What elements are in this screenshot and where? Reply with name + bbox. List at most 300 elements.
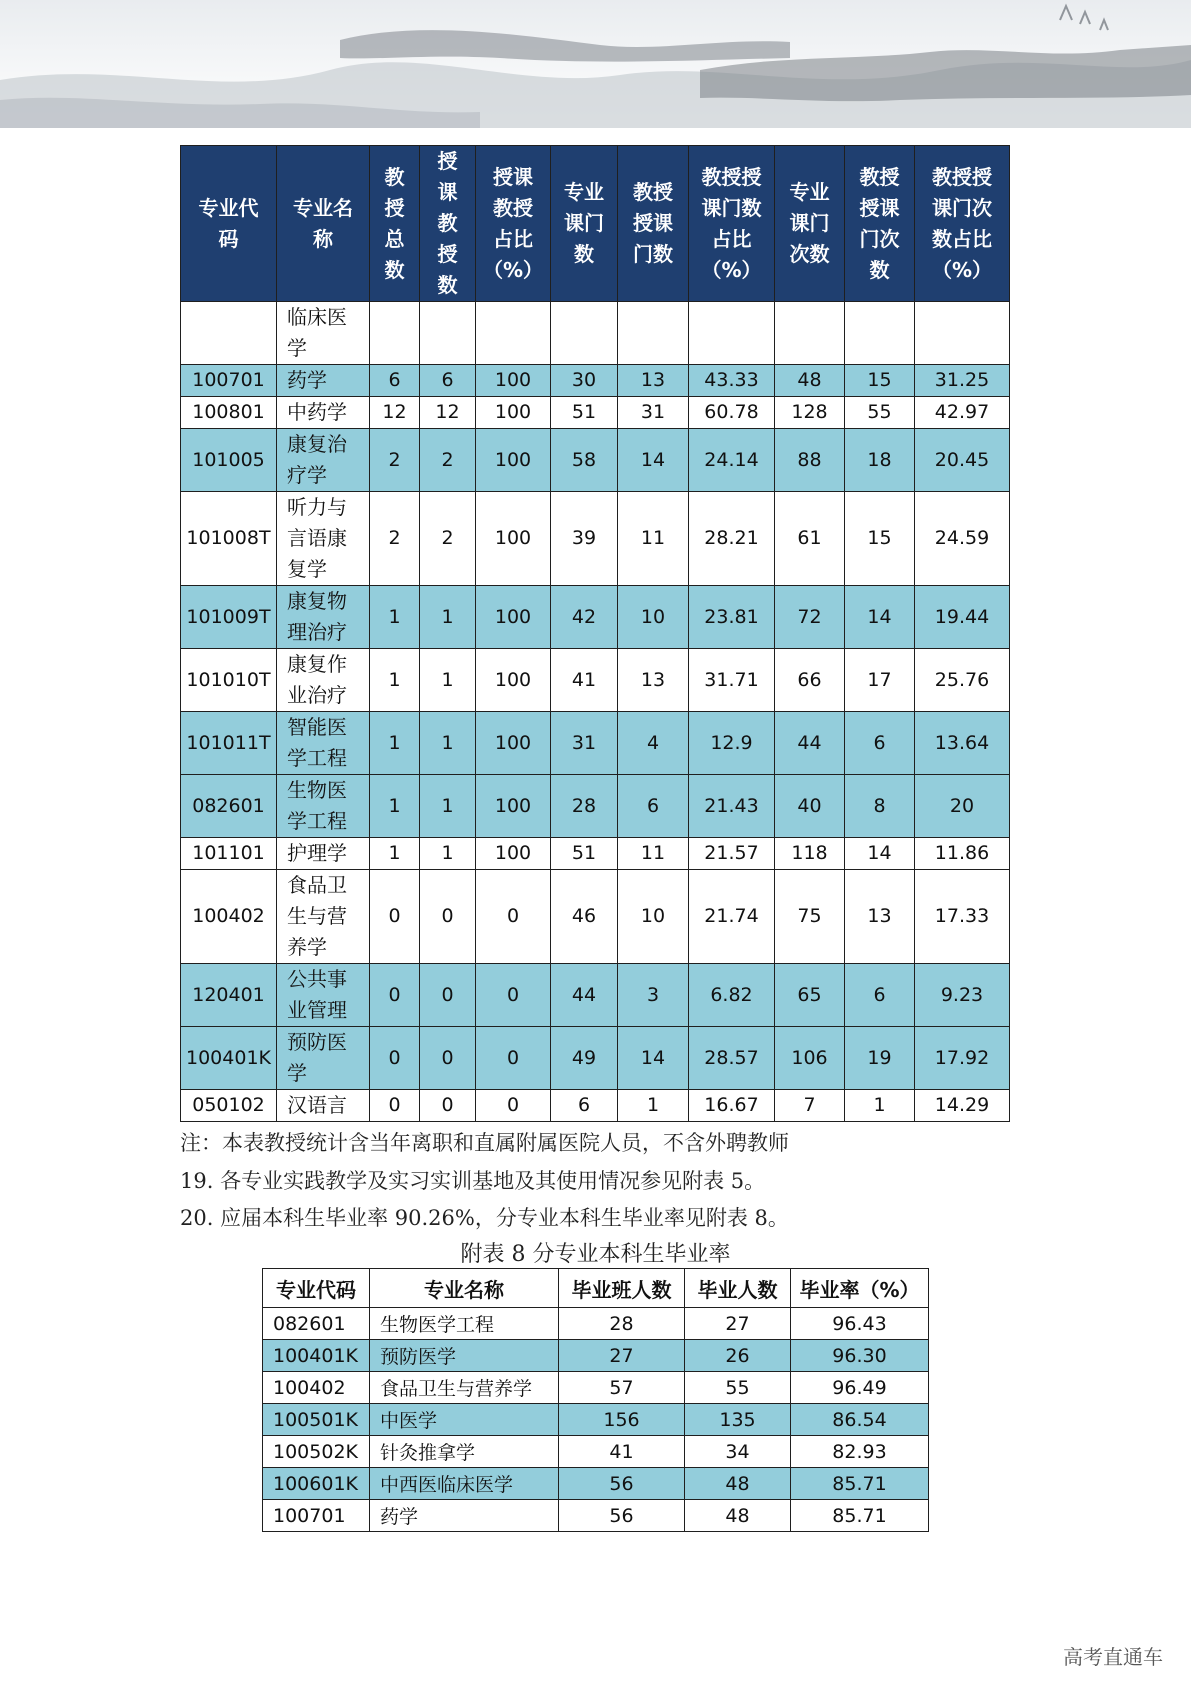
table-cell: 1 [370,649,420,712]
table-cell: 42.97 [915,397,1010,429]
column-header-line: 门数 [633,242,673,266]
major-name-line: 听力与 [287,495,347,519]
table-cell: 14 [618,1027,689,1090]
column-header-line: 数 [437,273,458,297]
table-cell: 48 [775,365,845,397]
table-cell: 28 [551,775,618,838]
table-cell: 0 [476,964,551,1027]
table-body [181,302,1010,1122]
table-cell: 86.54 [791,1404,929,1436]
major-name-line: 中药学 [287,400,347,424]
table-cell [476,302,551,365]
table-cell: 1 [420,712,476,775]
table-cell: 55 [845,397,915,429]
table-cell: 6 [845,964,915,1027]
major-name-line: 生与营 [287,904,347,928]
table-cell: 44 [775,712,845,775]
table-cell: 100 [476,397,551,429]
table-cell: 88 [775,429,845,492]
table-cell [618,302,689,365]
table-cell: 9.23 [915,964,1010,1027]
table-row [263,1308,929,1340]
table-cell: 0 [370,964,420,1027]
table-cell: 100402 [263,1372,370,1404]
major-name-cell [277,649,370,712]
table-cell: 6 [845,712,915,775]
table-cell: 51 [551,397,618,429]
table-cell: 8 [845,775,915,838]
table-row [181,775,1010,838]
table-cell: 2 [420,492,476,586]
major-name-cell [277,1027,370,1090]
table-cell: 2 [370,429,420,492]
table-cell: 0 [476,1027,551,1090]
table-note: 注：本表教授统计含当年离职和直属附属医院人员，不含外聘教师 [180,1131,789,1155]
table-cell: 4 [618,712,689,775]
major-code-cell: 100401K [181,1027,277,1090]
table-cell: 31.71 [689,649,775,712]
major-name-line: 药学 [287,368,327,392]
major-code-cell: 101005 [181,429,277,492]
table-cell [689,302,775,365]
column-header-line: 占比 [493,226,533,251]
watermark-text: 高考直通车 [1063,1645,1163,1669]
table-cell: 14 [845,838,915,870]
table-cell: 156 [559,1404,685,1436]
table-cell: 100501K [263,1404,370,1436]
major-name-line: 护理学 [287,841,347,865]
table-cell: 0 [476,1090,551,1122]
column-header-line: 授 [437,242,458,266]
table-cell: 61 [775,492,845,586]
table-cell: 21.74 [689,870,775,964]
column-header-line: 教授 [859,164,900,189]
column-header-line: 码 [218,226,239,251]
table-cell: 85.71 [791,1468,929,1500]
table-cell: 55 [685,1372,791,1404]
table-cell: 31 [618,397,689,429]
major-name-cell [277,1090,370,1122]
table-cell: 1 [370,775,420,838]
column-header-line: 门次 [859,226,900,251]
table-cell: 6.82 [689,964,775,1027]
table-cell: 14 [618,429,689,492]
column-header-line: 课门 [564,211,604,235]
table-cell: 19.44 [915,586,1010,649]
table-cell: 100 [476,586,551,649]
table-cell: 100 [476,838,551,870]
column-header-line: 专业 [564,180,604,204]
graduation-rate-table [262,1268,929,1532]
table-cell: 18 [845,429,915,492]
table-row [181,397,1010,429]
table-cell: 43.33 [689,365,775,397]
table-cell: 82.93 [791,1436,929,1468]
column-header-line: 授课 [493,164,533,189]
table-cell: 13.64 [915,712,1010,775]
table-cell: 27 [559,1340,685,1372]
table-row [181,649,1010,712]
table-cell: 56 [559,1500,685,1532]
column-header: 专业代码 [263,1269,370,1308]
major-name-cell [277,838,370,870]
table-cell: 1 [618,1090,689,1122]
table-cell: 46 [551,870,618,964]
table-cell: 6 [618,775,689,838]
major-name-line: 学 [287,336,307,360]
table-cell: 7 [775,1090,845,1122]
column-header-line: （%） [701,257,762,282]
major-code-cell: 100801 [181,397,277,429]
major-name-cell [277,429,370,492]
major-name-line: 临床医 [287,305,347,329]
column-header: 毕业班人数 [559,1269,685,1308]
major-name-line: 理治疗 [287,620,347,644]
major-name-cell [277,775,370,838]
table-row [181,1090,1010,1122]
table-cell: 100 [476,712,551,775]
table-cell: 中西医临床医学 [370,1468,559,1500]
table-cell: 13 [618,365,689,397]
table-cell: 14 [845,586,915,649]
table-cell: 0 [420,870,476,964]
column-header-line: 课 [437,180,458,204]
column-header: 毕业人数 [685,1269,791,1308]
table-cell: 100 [476,429,551,492]
column-header-line: 教 [384,164,405,189]
table-cell: 1 [370,712,420,775]
table-cell: 51 [551,838,618,870]
table-cell: 19 [845,1027,915,1090]
table-row [181,712,1010,775]
table-cell [775,302,845,365]
major-code-cell: 082601 [181,775,277,838]
table-cell: 21.43 [689,775,775,838]
table-cell: 96.43 [791,1308,929,1340]
table-cell: 3 [618,964,689,1027]
table-cell: 41 [559,1436,685,1468]
major-code-cell: 050102 [181,1090,277,1122]
major-name-line: 康复物 [287,589,347,613]
table-cell: 生物医学工程 [370,1308,559,1340]
column-header-line: 次数 [789,242,830,266]
major-name-line: 业治疗 [287,683,347,707]
table-cell: 0 [420,1090,476,1122]
table-cell [915,302,1010,365]
column-header-line: 数 [869,257,890,282]
table-row [181,838,1010,870]
table-cell: 31 [551,712,618,775]
column-header-line: 数占比 [932,226,992,251]
table-cell: 24.14 [689,429,775,492]
table-row [181,964,1010,1027]
table-cell: 49 [551,1027,618,1090]
column-header-line: 专业代 [198,195,259,220]
table-cell: 1 [370,838,420,870]
column-header-line: 教授授 [932,164,992,189]
major-name-line: 疗学 [287,463,327,487]
table-cell: 34 [685,1436,791,1468]
table-cell: 10 [618,586,689,649]
table-cell: 100701 [263,1500,370,1532]
table-cell: 0 [420,964,476,1027]
table-cell: 41 [551,649,618,712]
table-cell: 13 [618,649,689,712]
column-header [420,146,476,302]
column-header-line: 教授 [633,180,673,204]
table-cell: 2 [420,429,476,492]
table-cell: 6 [370,365,420,397]
major-code-cell: 101011T [181,712,277,775]
table-cell: 96.30 [791,1340,929,1372]
major-name-cell [277,586,370,649]
table-cell: 30 [551,365,618,397]
table-cell: 12 [420,397,476,429]
column-header-line: 总 [384,226,405,251]
table-cell: 128 [775,397,845,429]
table-cell: 100 [476,365,551,397]
column-header: 毕业率（%） [791,1269,929,1308]
table-cell: 10 [618,870,689,964]
column-header-line: 数 [574,242,594,266]
table-cell: 57 [559,1372,685,1404]
major-name-line: 康复作 [287,652,347,676]
major-code-cell [181,302,277,365]
table-cell: 6 [420,365,476,397]
table-cell: 100601K [263,1468,370,1500]
table-cell: 1 [845,1090,915,1122]
table-cell: 2 [370,492,420,586]
table-cell: 42 [551,586,618,649]
table-cell [370,302,420,365]
major-name-line: 汉语言 [287,1093,347,1117]
table-cell: 1 [420,586,476,649]
table-cell: 26 [685,1340,791,1372]
table-cell: 100401K [263,1340,370,1372]
professor-teaching-table [180,145,1010,1122]
major-name-cell [277,492,370,586]
table-cell: 100 [476,775,551,838]
column-header-line: 授 [437,149,458,173]
table-cell: 0 [370,1090,420,1122]
item-19-text: 19. 各专业实践教学及实习实训基地及其使用情况参见附表 5。 [180,1169,766,1193]
column-header-line: 教授授 [701,164,762,189]
table-row [263,1468,929,1500]
table-cell: 17 [845,649,915,712]
column-header-line: 授课 [633,211,673,235]
table-cell: 20.45 [915,429,1010,492]
table-cell: 48 [685,1468,791,1500]
table-row [181,365,1010,397]
table-header-row [263,1269,929,1308]
item-20-text: 20. 应届本科生毕业率 90.26%，分专业本科生毕业率见附表 8。 [180,1206,789,1230]
major-name-line: 复学 [287,557,327,581]
table-cell: 28.57 [689,1027,775,1090]
major-name-cell [277,397,370,429]
column-header-line: 教授 [493,195,533,220]
table-cell: 082601 [263,1308,370,1340]
table-cell: 27 [685,1308,791,1340]
major-name-line: 业管理 [287,998,347,1022]
column-header-line: （%） [482,257,544,282]
table-row [263,1340,929,1372]
column-header [476,146,551,302]
column-header [915,146,1010,302]
column-header-line: 占比 [711,226,752,251]
table-cell [551,302,618,365]
major-code-cell: 101008T [181,492,277,586]
table-cell: 39 [551,492,618,586]
table-cell: 1 [420,649,476,712]
major-code-cell: 101101 [181,838,277,870]
table-header-row [181,146,1010,302]
table-cell: 58 [551,429,618,492]
table-cell: 100502K [263,1436,370,1468]
major-code-cell: 101010T [181,649,277,712]
table-cell: 食品卫生与营养学 [370,1372,559,1404]
table-row [263,1372,929,1404]
table-cell: 21.57 [689,838,775,870]
major-name-line: 公共事 [287,967,347,991]
major-name-cell [277,302,370,365]
ink-landscape-banner [0,0,1191,128]
column-header [277,146,370,302]
table-cell: 40 [775,775,845,838]
column-header-line: 专业 [789,180,830,204]
major-code-cell: 101009T [181,586,277,649]
table-cell: 96.49 [791,1372,929,1404]
table-cell: 1 [420,775,476,838]
table-cell: 11.86 [915,838,1010,870]
table-cell: 25.76 [915,649,1010,712]
table-cell: 118 [775,838,845,870]
major-name-line: 学工程 [287,809,347,833]
column-header [551,146,618,302]
table-cell: 11 [618,492,689,586]
table-cell: 16.67 [689,1090,775,1122]
major-name-line: 学 [287,1061,307,1085]
column-header-line: 课门数 [701,195,762,220]
table-row [181,1027,1010,1090]
table-cell: 65 [775,964,845,1027]
table-cell: 28.21 [689,492,775,586]
major-code-cell: 120401 [181,964,277,1027]
table-row [181,302,1010,365]
table-cell: 17.92 [915,1027,1010,1090]
table-cell: 13 [845,870,915,964]
column-header-line: （%） [931,257,993,282]
table-cell: 44 [551,964,618,1027]
table-cell: 12 [370,397,420,429]
column-header [845,146,915,302]
table-cell: 20 [915,775,1010,838]
table-cell: 预防医学 [370,1340,559,1372]
column-header-line: 数 [384,257,405,282]
table-cell: 1 [420,838,476,870]
table-cell: 0 [420,1027,476,1090]
column-header [618,146,689,302]
table-cell [845,302,915,365]
table-cell: 56 [559,1468,685,1500]
major-name-cell [277,712,370,775]
column-header-line: 教 [437,211,458,235]
table-cell: 6 [551,1090,618,1122]
column-header: 专业名称 [370,1269,559,1308]
table-cell: 12.9 [689,712,775,775]
column-header-line: 称 [313,226,333,251]
table-cell: 135 [685,1404,791,1436]
table-cell: 66 [775,649,845,712]
table-8-title: 附表 8 分专业本科生毕业率 [460,1242,731,1267]
column-header [775,146,845,302]
table-cell: 31.25 [915,365,1010,397]
table-row [181,429,1010,492]
major-name-line: 学工程 [287,746,347,770]
table-cell: 11 [618,838,689,870]
major-code-cell: 100701 [181,365,277,397]
major-name-line: 智能医 [287,715,347,739]
table-row [263,1404,929,1436]
table-cell: 15 [845,492,915,586]
table-row [263,1500,929,1532]
table-cell: 75 [775,870,845,964]
table-cell: 0 [370,1027,420,1090]
column-header [370,146,420,302]
major-name-cell [277,365,370,397]
table-body [263,1308,929,1532]
major-name-line: 养学 [287,935,327,959]
table-cell: 100 [476,492,551,586]
column-header [181,146,277,302]
table-cell: 23.81 [689,586,775,649]
major-name-cell [277,964,370,1027]
table-cell: 24.59 [915,492,1010,586]
major-name-cell [277,870,370,964]
table-row [181,492,1010,586]
major-name-line: 食品卫 [287,873,347,897]
table-cell: 中医学 [370,1404,559,1436]
table-cell: 60.78 [689,397,775,429]
column-header-line: 专业名 [293,195,353,220]
table-cell: 85.71 [791,1500,929,1532]
major-name-line: 言语康 [287,526,347,550]
table-row [181,870,1010,964]
table-row [181,586,1010,649]
table-cell: 48 [685,1500,791,1532]
major-code-cell: 100402 [181,870,277,964]
major-name-line: 康复治 [287,432,347,456]
table-cell: 72 [775,586,845,649]
table-cell: 17.33 [915,870,1010,964]
table-cell: 28 [559,1308,685,1340]
table-cell: 0 [370,870,420,964]
column-header [689,146,775,302]
column-header-line: 课门次 [932,195,992,220]
table-cell: 14.29 [915,1090,1010,1122]
column-header-line: 授课 [859,195,900,220]
major-name-line: 预防医 [287,1030,347,1054]
table-row [263,1436,929,1468]
column-header-line: 课门 [789,211,830,235]
table-cell: 0 [476,870,551,964]
table-cell: 15 [845,365,915,397]
table-cell: 针灸推拿学 [370,1436,559,1468]
table-cell: 1 [370,586,420,649]
table-cell: 100 [476,649,551,712]
table-cell [420,302,476,365]
major-name-line: 生物医 [287,778,347,802]
table-cell: 药学 [370,1500,559,1532]
